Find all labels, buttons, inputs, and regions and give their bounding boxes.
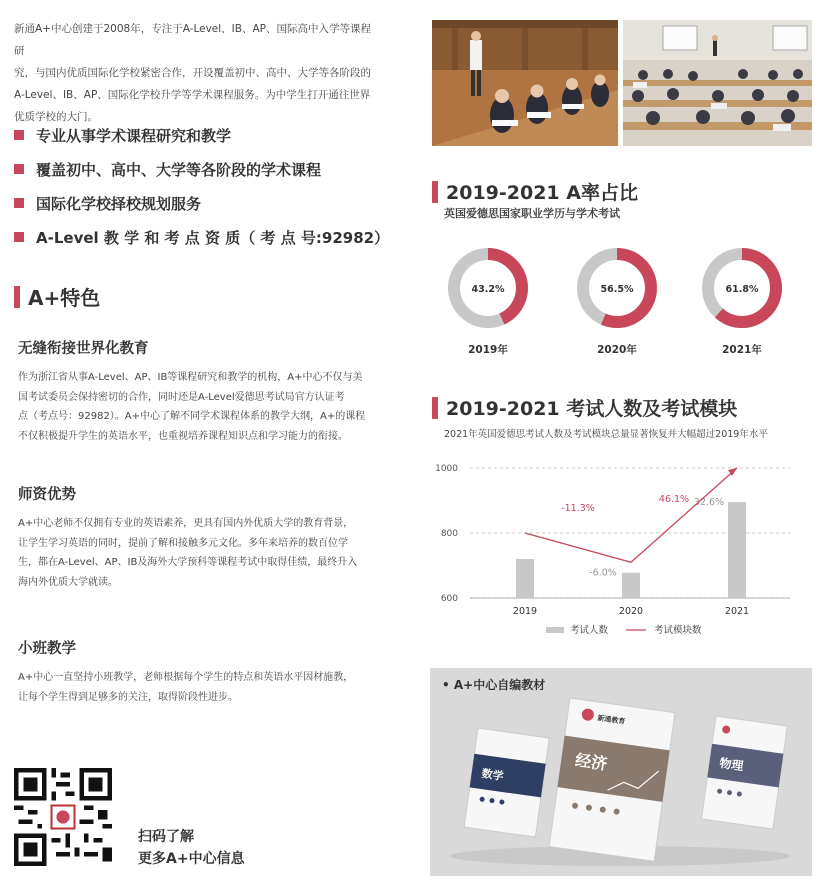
intro-line: 究，与国内优质国际化学校紧密合作，开设覆盖初中、高中、大学等各阶段的	[14, 67, 371, 79]
line-data-label: 46.1%	[658, 494, 690, 505]
service-item	[14, 186, 384, 220]
donut-chart	[700, 246, 784, 330]
donut-year-label: 2020年	[597, 344, 637, 356]
service-list	[14, 118, 390, 254]
service-label: 国际化学校择校规划服务	[36, 194, 202, 213]
classroom-photo-1	[432, 20, 618, 146]
service-label: A-Level 教 学 和 考 点 资 质（ 考 点 号:92982）	[36, 228, 390, 247]
donut-2020	[575, 246, 659, 357]
bar-exam-takers	[728, 502, 746, 598]
bar-exam-takers	[622, 573, 640, 598]
feature-line: 生，都在A-Level、AP、IB及海外大学预科等课程考试中取得佳绩，最终升入	[18, 557, 358, 568]
square-bullet-icon	[14, 198, 24, 208]
exam-title-text: 2019-2021 考试人数及考试模块	[446, 398, 738, 420]
x-tick-label: 2020	[618, 606, 644, 617]
feature-line: 作为浙江省从事A-Level、AP、IB等课程研究和教学的机构，A+中心不仅与美	[18, 372, 363, 383]
book-title-math: 数学	[480, 767, 505, 783]
x-tick-label: 2019	[512, 606, 538, 617]
legend-label: 考试模块数	[654, 625, 702, 636]
square-bullet-icon	[14, 130, 24, 140]
legend-label: 考试人数	[570, 625, 609, 636]
intro-line: 新通A+中心创建于2008年，专注于A-Level、IB、AP、国际高中入学等课程研	[14, 23, 371, 57]
textbook-illustration	[430, 668, 812, 876]
feature-block	[18, 483, 370, 592]
bar-data-label: -6.0%	[589, 567, 617, 579]
donut-chart	[575, 246, 659, 330]
x-tick-label: 2021	[724, 606, 750, 617]
title-accent-bar	[432, 181, 438, 203]
qr-caption-line: 扫码了解	[138, 829, 194, 845]
qr-code[interactable]	[14, 768, 112, 866]
bar-exam-takers	[516, 559, 534, 598]
square-bullet-icon	[14, 164, 24, 174]
features-title-text: A+特色	[28, 286, 101, 310]
feature-line: A+中心老师不仅拥有专业的英语素养，更具有国内外优质大学的教育背景，	[18, 518, 354, 529]
service-label: 专业从事学术课程研究和教学	[36, 126, 232, 145]
feature-heading: 师资优势	[18, 487, 76, 503]
exam-subtitle: 2021年英国爱德思考试人数及考试模块总量显著恢复并大幅超过2019年水平	[444, 429, 768, 440]
line-exam-modules	[525, 468, 737, 562]
feature-heading: 小班教学	[18, 641, 76, 657]
title-accent-bar	[432, 397, 438, 419]
a-rate-title	[432, 178, 638, 205]
feature-line: 让每个学生得到足够多的关注，取得阶段性进步。	[18, 691, 238, 703]
donut-2019	[446, 246, 530, 357]
title-accent-bar	[14, 286, 20, 308]
service-item	[14, 220, 390, 254]
svg-text:新通教育: 新通教育	[596, 714, 626, 726]
donut-value: 43.2%	[471, 284, 505, 295]
feature-heading: 无缝衔接世界化教育	[18, 341, 149, 357]
feature-line: 点（考点号：92982）。A+中心了解不同学术课程体系的教学大纲，A+的课程	[18, 411, 366, 422]
exam-title	[432, 394, 737, 421]
feature-line: A+中心一直坚持小班教学，老师根据每个学生的特点和英语水平因材施教，	[18, 672, 354, 683]
feature-line: 国考试委员会保持密切的合作，同时还是A-Level爱德思考试局官方认证考	[18, 391, 345, 403]
lecture-hall-photo	[623, 20, 812, 146]
donut-value: 61.8%	[725, 284, 759, 295]
a-rate-subtitle: 英国爱德思国家职业学历与学术考试	[444, 207, 620, 220]
features-title	[14, 282, 100, 311]
exam-combo-chart	[430, 450, 812, 642]
y-tick-label: 1000	[435, 464, 458, 474]
intro-line: A-Level、IB、AP、国际化学校升学等学术课程服务。为中学生打开通往世界	[14, 89, 371, 101]
donut-value: 56.5%	[600, 284, 634, 295]
feature-line: 不仅积极提升学生的英语水平，也重视培养课程知识点和学习能力的衔接。	[18, 430, 348, 442]
feature-text	[18, 668, 370, 707]
qr-caption	[138, 826, 245, 870]
service-label: 覆盖初中、高中、大学等各阶段的学术课程	[36, 160, 322, 179]
feature-line: 让学生学习英语的同时，提前了解和接触多元文化。多年来培养的数百位学	[18, 537, 348, 549]
feature-text	[18, 368, 370, 446]
intro-line: 优质学校的大门。	[14, 111, 98, 123]
feature-text	[18, 514, 370, 592]
book-title-econ: 经济	[574, 750, 609, 774]
textbook-label: • A+中心自编教材	[442, 678, 546, 692]
feature-block	[18, 337, 370, 446]
line-data-label: -11.3%	[561, 503, 595, 514]
legend-swatch-bar	[546, 627, 564, 633]
feature-block	[18, 637, 370, 707]
donut-chart	[446, 246, 530, 330]
intro-paragraph	[14, 18, 374, 128]
square-bullet-icon	[14, 232, 24, 242]
a-rate-title-text: 2019-2021 A率占比	[446, 182, 638, 204]
donut-year-label: 2019年	[468, 344, 508, 356]
y-tick-label: 600	[440, 594, 458, 604]
feature-line: 海内外优质大学就读。	[18, 576, 118, 588]
donut-2021	[700, 246, 784, 357]
y-tick-label: 800	[440, 529, 458, 539]
textbook-panel	[430, 668, 812, 876]
service-item	[14, 152, 384, 186]
bar-data-label: 32.6%	[693, 497, 725, 509]
book-title-physics: 物理	[718, 756, 745, 774]
qr-caption-line: 更多A+中心信息	[138, 851, 245, 867]
service-item	[14, 118, 384, 152]
donut-year-label: 2021年	[722, 344, 762, 356]
